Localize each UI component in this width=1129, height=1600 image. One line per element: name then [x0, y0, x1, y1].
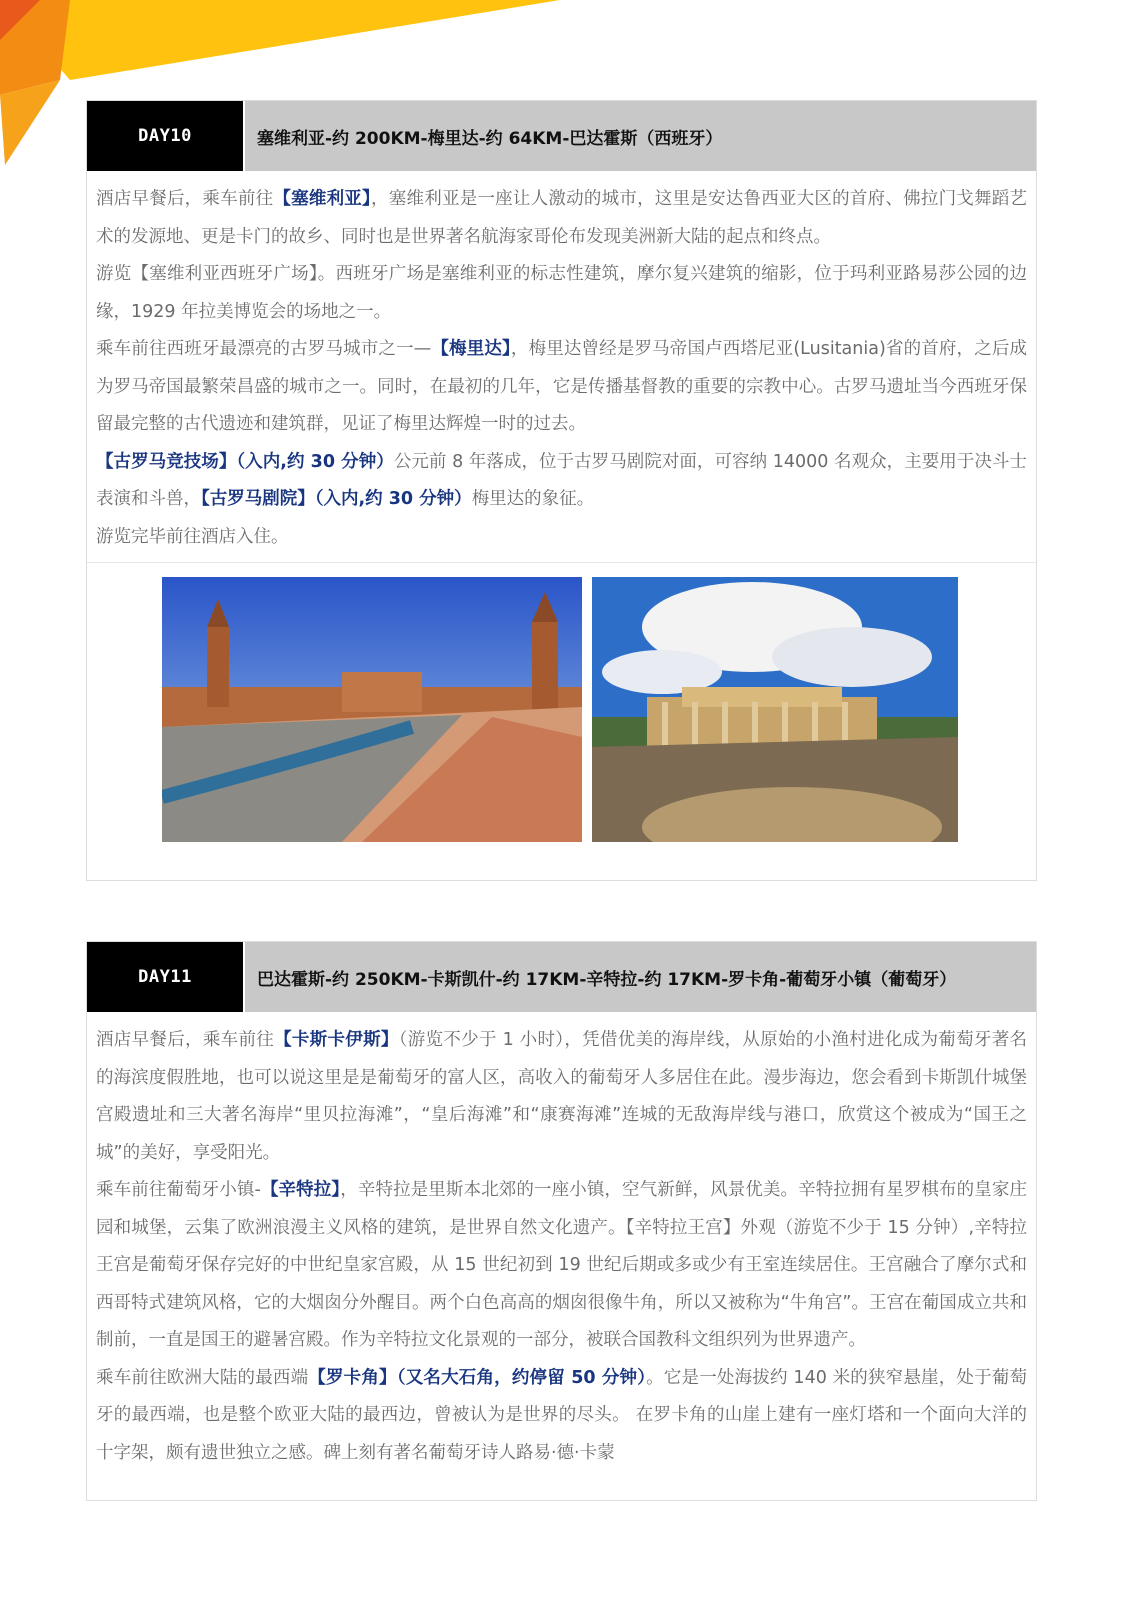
day-title: 塞维利亚-约 200KM-梅里达-约 64KM-巴达霍斯（西班牙）: [243, 101, 1036, 171]
highlight-text: 【辛特拉】: [260, 1180, 341, 1200]
text-segment: 游览【塞维利亚西班牙广场】。西班牙广场是塞维利亚的标志性建筑，摩尔复兴建筑的缩影，位于玛利亚路易莎公园的边缘，1929 年拉美博览会的场地之一。: [96, 264, 1027, 322]
photo-row: [87, 562, 1036, 857]
paragraph: [96, 1022, 1027, 1172]
paragraph: [96, 444, 1027, 519]
highlight-text: 【罗卡角】（又名大石角，约停留 50 分钟）: [308, 1367, 647, 1388]
day-description: [87, 1012, 1036, 1472]
paragraph: [96, 1360, 1027, 1473]
day-title: 巴达霍斯-约 250KM-卡斯凯什-约 17KM-辛特拉-约 17KM-罗卡角-葡萄牙小镇（葡萄牙）: [243, 942, 1036, 1012]
day-header: [87, 101, 1036, 171]
paragraph: [96, 256, 1027, 331]
day-label: DAY10: [87, 101, 243, 171]
paragraph: [96, 331, 1027, 444]
day-11-section: [86, 941, 1037, 1501]
roman-theatre-photo: [592, 577, 958, 842]
highlight-text: 【塞维利亚】: [273, 189, 372, 209]
text-segment: 公元前 8 年落成，位于古罗马剧院对面，可容纳 14000 名观众，主要用于决斗士表演和斗兽，: [96, 451, 1028, 509]
paragraph: [96, 1172, 1027, 1360]
day-description: [87, 171, 1036, 556]
text-segment: ，梅里达曾经是罗马帝国卢西塔尼亚(Lusitania)省的首府，之后成为罗马帝国最繁荣昌盛的城市之一。同时，在最初的几年，它是传播基督教的重要的宗教中心。古罗马遗址当今西班牙保留最完整的古代遗迹和建筑群，见证了梅里达辉煌一时的过去。: [96, 339, 1028, 434]
day-10-section: [86, 100, 1037, 881]
text-segment: 酒店早餐后，乘车前往: [96, 1030, 275, 1050]
plaza-de-espana-photo: [162, 577, 582, 842]
text-segment: 乘车前往欧洲大陆的最西端: [96, 1367, 309, 1388]
highlight-text: 【卡斯卡伊斯】: [274, 1030, 399, 1050]
text-segment: （游览不少于 1 小时），凭借优美的海岸线，从原始的小渔村进化成为葡萄牙著名的海滨度假胜地，也可以说这里是是葡萄牙的富人区，高收入的葡萄牙人多居住在此。漫步海边，您会看到卡斯凯什城堡宫殿遗址和三大著名海岸“里贝拉海滩”，“皇后海滩”和“康赛海滩”连城的无敌海岸线与港口，欣赏这个被成为“国王之城”的美好，享受阳光。: [96, 1030, 1028, 1163]
text-segment: ，塞维利亚是一座让人激动的城市，这里是安达鲁西亚大区的首府、佛拉门戈舞蹈艺术的发源地、更是卡门的故乡、同时也是世界著名航海家哥伦布发现美洲新大陆的起点和终点。: [96, 189, 1028, 247]
highlight-text: 【古罗马竞技场】（入内,约 30 分钟）: [96, 451, 394, 472]
text-segment: 游览完毕前往酒店入住。: [96, 526, 289, 547]
text-segment: ，辛特拉是里斯本北郊的一座小镇，空气新鲜，风景优美。辛特拉拥有星罗棋布的皇家庄园和城堡，云集了欧洲浪漫主义风格的建筑，是世界自然文化遗产。【辛特拉王宫】外观（游览不少于 15 分钟）,辛特拉王宫是葡萄牙保存完好的中世纪皇家宫殿，从 15 世纪初到 19 世纪后期或多或少有王室连续居住。王宫融合了摩尔式和西哥特式建筑风格，它的大烟囱分外醒目。两个白色高高的烟囱很像牛角，所以又被称为“牛角宫”。王宫在葡国成立共和制前，一直是国王的避暑宫殿。作为辛特拉文化景观的一部分，被联合国教科文组织列为世界遗产。: [96, 1180, 1027, 1350]
paragraph: [96, 181, 1027, 256]
day-header: [87, 942, 1036, 1012]
highlight-text: 【古罗马剧院】（入内,约 30 分钟）: [201, 489, 472, 509]
text-segment: 乘车前往西班牙最漂亮的古罗马城市之一—: [96, 339, 432, 359]
text-segment: 乘车前往葡萄牙小镇-: [96, 1180, 261, 1200]
text-segment: 酒店早餐后，乘车前往: [96, 189, 274, 209]
paragraph: [96, 519, 1027, 557]
text-segment: 梅里达的象征。: [471, 489, 595, 509]
text-segment: 。它是一处海拔约 140 米的狭窄悬崖，处于葡萄牙的最西端，也是整个欧亚大陆的最西边，曾被认为是世界的尽头。 在罗卡角的山崖上建有一座灯塔和一个面向大洋的十字架，颇有遗世独立之感。碑上刻有著名葡萄牙诗人路易·德·卡蒙: [96, 1367, 1027, 1463]
highlight-text: 【梅里达】: [431, 339, 511, 359]
day-label: DAY11: [87, 942, 243, 1012]
